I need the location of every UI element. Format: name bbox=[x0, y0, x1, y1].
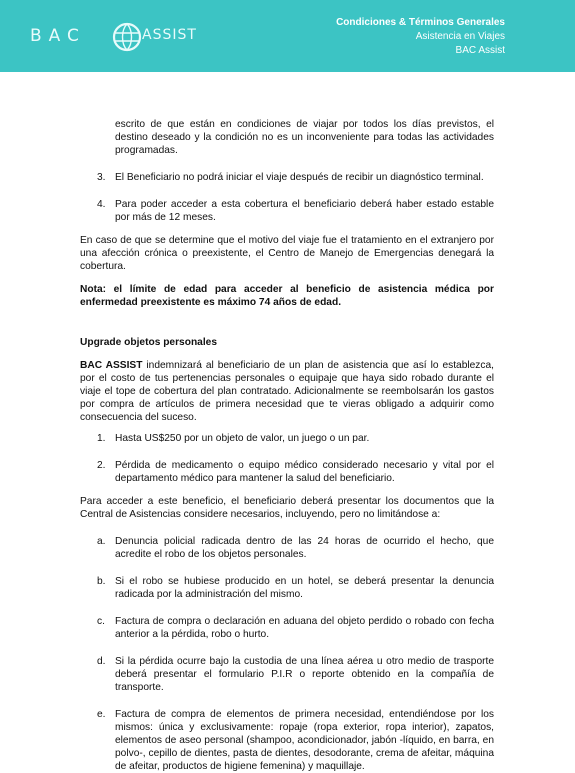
list-letter: e. bbox=[97, 709, 106, 720]
logo-text-assist: ASSIST bbox=[142, 27, 197, 43]
doc-subtitle: Asistencia en Viajes bbox=[415, 31, 505, 42]
document-body bbox=[80, 118, 494, 773]
list-item bbox=[80, 535, 494, 561]
list-item-text: Denuncia policial radicada dentro de las 24 horas de ocurrido el hecho, que acredite el robo de los objetos personales. bbox=[115, 536, 494, 560]
paragraph: Para acceder a este beneficio, el beneficiario deberá presentar los documentos que la Central de Asistencias considere necesarios, incluyendo, pero no limitándose a: bbox=[80, 496, 494, 520]
list-number: 2. bbox=[97, 460, 106, 471]
section-heading: Upgrade objetos personales bbox=[80, 337, 217, 348]
list-item bbox=[80, 171, 494, 184]
age-note: Nota: el límite de edad para acceder al beneficio de asistencia médica por enfermedad preexistente es máximo 74 años de edad. bbox=[80, 284, 494, 308]
list-letter: b. bbox=[97, 576, 106, 587]
list-item-text: El Beneficiario no podrá iniciar el viaje después de recibir un diagnóstico terminal. bbox=[115, 172, 484, 183]
list-letter: d. bbox=[97, 656, 106, 667]
list-number: 4. bbox=[97, 199, 106, 210]
paragraph bbox=[80, 359, 494, 424]
header-text bbox=[336, 16, 505, 58]
globe-icon bbox=[112, 22, 142, 52]
list-item-text: Factura de compra de elementos de primera necesidad, entendiéndose por los mismos: única y exclusivamente: ropaje (ropa exterior, ropa interior), zapatos, elementos de aseo personal (shampoo, acondicionador, jabón -líquido, en barra, en polvo-, cepillo de dientes, pasta de dientes, desodorante, crema de afeitar, máquina de afeitar, productos de higiene femenina) y maquillaje. bbox=[115, 709, 494, 772]
paragraph: En caso de que se determine que el motivo del viaje fue el tratamiento en el extranjero por una afección crónica o preexistente, el Centro de Manejo de Emergencias denegará la cobertura. bbox=[80, 235, 494, 272]
list-item-text: Para poder acceder a esta cobertura el beneficiario deberá haber estado estable por más de 12 meses. bbox=[115, 199, 494, 223]
bac-assist-logo bbox=[30, 22, 197, 52]
logo-text-bac: BAC bbox=[30, 26, 86, 46]
list-item-text: Si la pérdida ocurre bajo la custodia de una línea aérea u otro medio de trasporte deberá presentar el formulario P.I.R o reporte obtenido en la compañía de transporte. bbox=[115, 656, 494, 693]
doc-title: Condiciones & Términos Generales bbox=[336, 17, 505, 28]
brand-name: BAC ASSIST bbox=[80, 360, 143, 371]
list-item-text: Hasta US$250 por un objeto de valor, un juego o un par. bbox=[115, 433, 370, 444]
list-item-text: Pérdida de medicamento o equipo médico considerado necesario y vital por el departamento médico para mantener la salud del beneficiario. bbox=[115, 460, 494, 484]
list-item bbox=[80, 575, 494, 601]
list-letter: a. bbox=[97, 536, 106, 547]
list-item bbox=[80, 459, 494, 485]
list-letter: c. bbox=[97, 616, 105, 627]
list-item bbox=[80, 655, 494, 694]
header-bar bbox=[0, 0, 575, 72]
list-item-text: Factura de compra o declaración en aduana del objeto perdido o robado con fecha anterior a la pérdida, robo o hurto. bbox=[115, 616, 494, 640]
list-item bbox=[80, 708, 494, 773]
list-item bbox=[80, 198, 494, 224]
doc-company: BAC Assist bbox=[455, 45, 505, 56]
list-item-text: Si el robo se hubiese producido en un hotel, se deberá presentar la denuncia radicada por la administración del mismo. bbox=[115, 576, 494, 600]
paragraph-text: indemnizará al beneficiario de un plan de asistencia que así lo establezca, por el costo de tus pertenencias personales o equipaje que haya sido robado durante el viaje el tope de cobertura del plan contratado. Adicionalmente se reembolsarán los gastos por compra de artículos de primera necesidad que te vieras obligado a adquirir como consecuencia del suceso. bbox=[80, 360, 494, 423]
list-number: 3. bbox=[97, 172, 106, 183]
list-number: 1. bbox=[97, 433, 106, 444]
list-item bbox=[80, 432, 494, 445]
list-item bbox=[80, 615, 494, 641]
list-item-continued: escrito de que están en condiciones de viajar por todos los días previstos, el destino deseado y la condición no es un inconveniente para todas las actividades programadas. bbox=[115, 119, 494, 156]
